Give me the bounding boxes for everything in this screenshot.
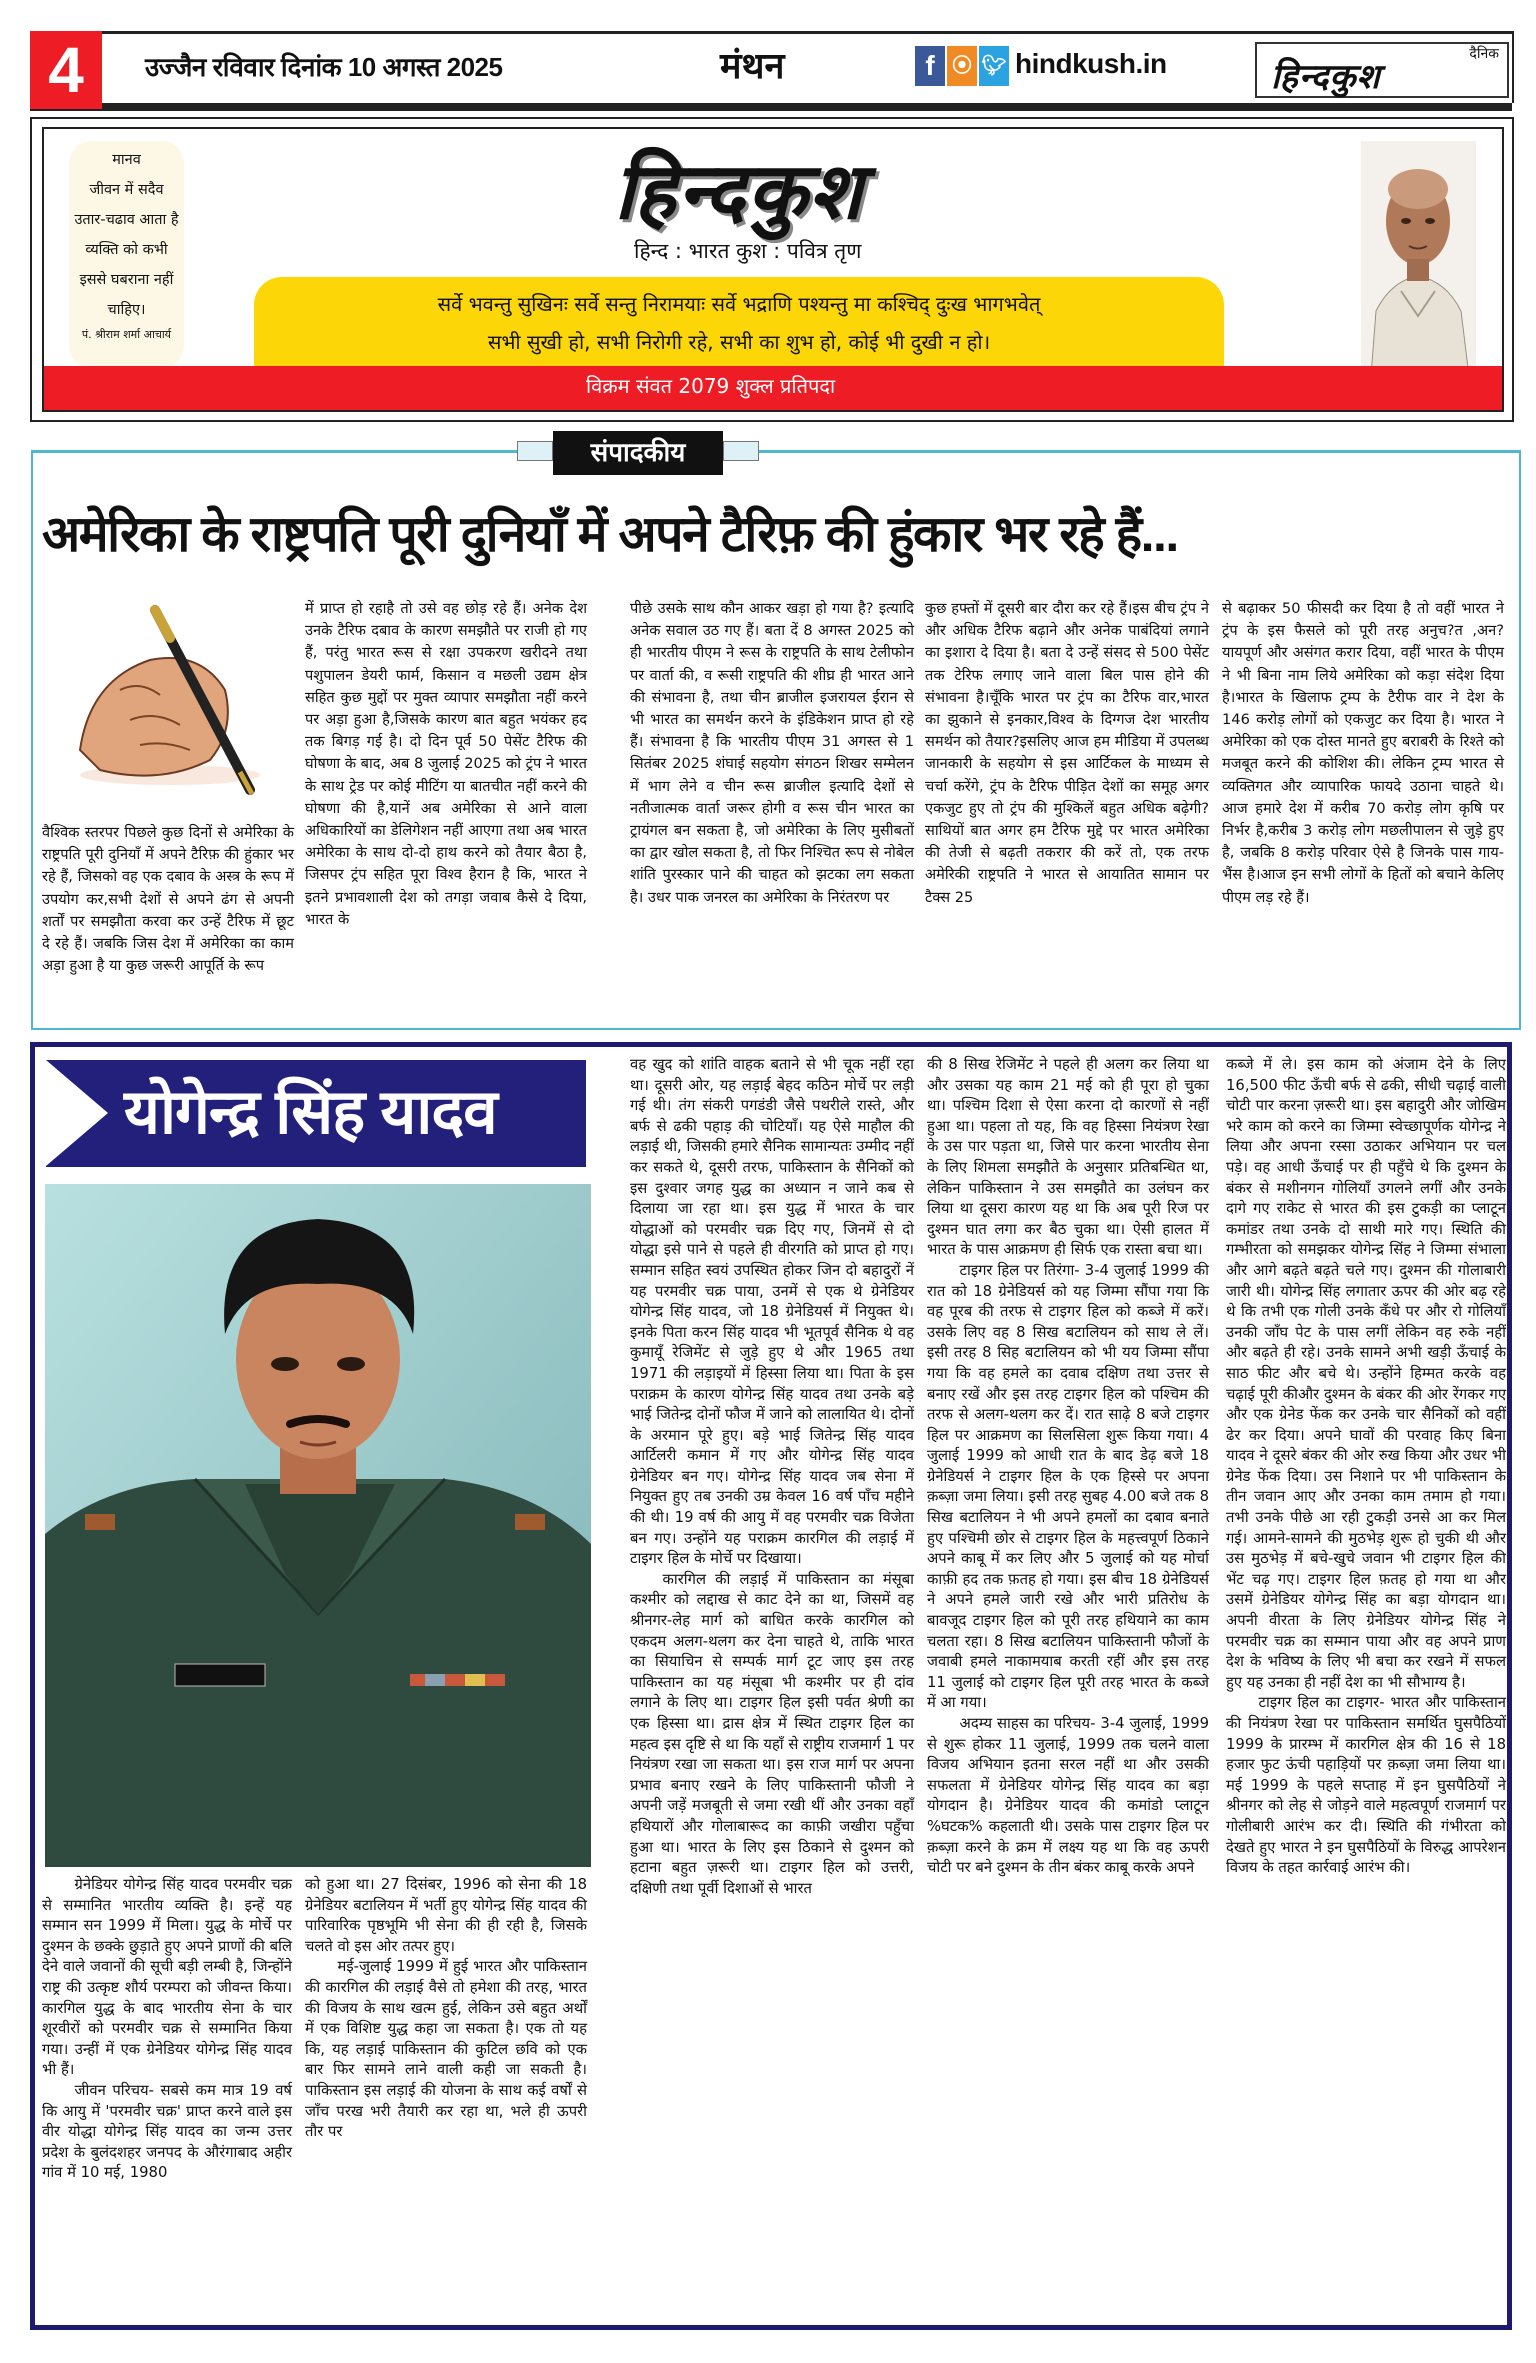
quote-line: उतार-चढाव आता है — [74, 212, 179, 228]
soldier-portrait — [45, 1184, 591, 1867]
quote-line: व्यक्ति को कभी — [85, 242, 168, 258]
pen-icon — [60, 600, 280, 800]
feature-paragraph: ग्रेनेडियर योगेन्द्र सिंह यादव परमवीर चक्र से सम्मानित भारतीय व्यक्ति है। इन्हें यह सम्मान सन 1999 में मिला। युद्ध के मोर्चे पर दुश्मन के छक्के छुड़ाते हुए अपने प्राणों की बलि देने वाले जवानों की सूची बड़ी लम्बी है, जिन्होंने राष्ट्र की उत्कृष्ट शौर्य परम्परा को जीवन्त किया। कारगिल युद्ध के बाद भारतीय सेना के चार शूरवीरों को परमवीर चक्र से सम्मानित किया गया। उन्हीं में एक ग्रेनेडियर योगेन्द्र सिंह यादव भी हैं। — [42, 1876, 292, 2079]
motto-hindi: सभी सुखी हो, सभी निरोगी रहे, सभी का शुभ हो, कोई भी दुखी न हो। — [487, 330, 991, 354]
writing-hand-illustration — [60, 600, 280, 800]
quote-author: पं. श्रीराम शर्मा आचार्य — [81, 328, 172, 341]
samvat-text: विक्रम संवत 2079 शुक्ल प्रतिपदा — [586, 374, 836, 398]
quote-line: चाहिए। — [107, 302, 146, 318]
masthead — [30, 117, 1514, 422]
mini-logo-name: हिन्दकुश — [1271, 57, 1381, 97]
feature-title: योगेन्द्र सिंह यादव — [124, 1078, 497, 1147]
mini-logo-daily: दैनिक — [1469, 46, 1499, 62]
editorial-column-2: में प्राप्त हो रहाहै तो उसे वह छोड़ रहे हैं। अनेक देश उनके टैरिफ दबाव के कारण समझौते पर राजी हो गए हैं, परंतु भारत रूस से रक्षा उपकरण खरीदने तथा पशुपालन डेयरी फार्म, किसान व मछली उद्यम क्षेत्र सहित कुछ मुद्दों पर मुक्त व्यापार समझौता नहीं करने पर अड़ा हुआ है,जिसके कारण बात बहुत भयंकर हद तक बिगड़ गई है। दो दिन पूर्व 50 पेसेंट टैरिफ की घोषणा के बाद, अब 8 जुलाई 2025 को ट्रंप ने भारत के साथ ट्रेड पर कोई मीटिंग या बातचीत नहीं करने की घोषणा की है,यानें अब अमेरिका से आने वाला अधिकारियों का डेलिगेशन नहीं आएगा तथा अब भारत अमेरिका के साथ दो-दो हाथ करने को तैयार बैठा है, जिसपर ट्रंप सहित पूरा विश्व हैरान है कि, भारत ने इतने प्रभावशाली देश को तगड़ा जवाब कैसे दे दिया, भारत के — [305, 600, 587, 928]
feature-paragraph: कारगिल की लड़ाई में पाकिस्तान का मंसूबा कश्मीर को लद्दाख से काट देने का था, जिसमें वह श्रीनगर-लेह मार्ग को बाधित करके कारगिल को एकदम अलग-थलग कर देना चाहते थे, ताकि भारत का सियाचिन से सम्पर्क मार्ग टूट जाए इस तरह पाकिस्तान का यह मंसूबा भी कश्मीर पर ही दांव लगाने के लिए था। टाइगर हिल इसी पर्वत श्रेणी का एक हिस्सा था। द्रास क्षेत्र में स्थित टाइगर हिल का महत्व इस दृष्टि से था कि यहाँ से राष्ट्रीय राजमार्ग 1 पर नियंत्रण रखा जा सकता था। इस राज मार्ग पर अपना प्रभाव बनाए रखने के लिए पाकिस्तानी फौजी ने अपनी जड़ें मजबूती से जमा रखी थीं और उनका वहाँ हथियारों और गोलाबारूद का काफ़ी जखीरा पहुँचा हुआ था। भारत के लिए इस ठिकाने से दुश्मन को हटाना बहुत ज़रूरी था। टाइगर हिल को उत्तरी, दक्षिणी तथा पूर्वी दिशाओं से भारत — [630, 1570, 914, 1897]
feature-paragraph: वह खुद को शांति वाहक बताने से भी चूक नहीं रहा था। दूसरी ओर, यह लड़ाई बेहद कठिन मोर्चे पर लड़ी गई थी। तंग संकरी पगडंडी जैसे पथरीले रास्ते, और बर्फ से ढकी पहाड़ की चोटियाँ। यह ऐसे माहौल की लड़ाई थी, जिसकी हमारे सैनिक सामान्यतः उम्मीद नहीं कर सकते थे, दूसरी तरफ, पाकिस्तान के सैनिकों को इस दुश्वार जगह युद्ध का अध्यान न जाने कब से दिलाया जा रहा था। इस युद्ध में भारत के चार योद्धाओं को परमवीर चक्र दिए गए, जिनमें से दो योद्धा इसे पाने से पहले ही वीरगति को प्राप्त हो गए। सम्मान सहित स्वयं उपस्थित होकर जिन दो बहादुरों नें यह परमवीर चक्र पाया, उनमें से एक थे ग्रेनेडियर योगेन्द्र सिंह यादव, जो 18 ग्रेनेडियर्स में नियुक्त थे। इनके पिता करन सिंह यादव भी भूतपूर्व सैनिक थे वह कुमायूँ रेजिमेंट से जुड़े हुए थे और 1965 तथा 1971 की लड़ाइयों में हिस्सा लिया था। पिता के इस पराक्रम के कारण योगेन्द्र सिंह यादव तथा उनके बड़े भाई जितेन्द्र दोनों फौज में जाने को लालायित थे। दोनों के अरमान पूरे हुए। बड़े भाई जितेन्द्र सिंह यादव आर्टिलरी कमान में गए और योगेन्द्र सिंह यादव ग्रेनेडियर बन गए। योगेन्द्र सिंह यादव जब सेना में नियुक्त हुए तब उनकी उम्र केवल 16 वर्ष पाँच महीने की थी। 19 वर्ष की आयु में वह परमवीर चक्र विजेता बन गए। उन्होंने यह पराक्रम कारगिल की लड़ाई में टाइगर हिल के मोर्चे पर दिखाया। — [630, 1056, 914, 1568]
quote-line: इससे घबराना नहीं — [79, 272, 174, 288]
website-link[interactable]: hindkush.in — [1015, 48, 1167, 79]
newspaper-logo: हिन्दकुश — [614, 147, 865, 237]
feature-title-banner — [46, 1060, 586, 1167]
mini-logo — [1255, 42, 1509, 98]
samvat-band — [44, 366, 1502, 410]
rss-icon[interactable]: ⦿ — [947, 46, 977, 86]
section-name: मंथन — [720, 46, 785, 87]
editorial-headline: अमेरिका के राष्ट्रपति पूरी दुनियाँ में अपने टैरिफ़ की हुंकार भर रहे हैं... — [42, 506, 1178, 562]
feature-column-5 — [1226, 1055, 1506, 1879]
soldier-portrait-image — [45, 1184, 591, 1867]
editorial-tag-wing-left — [517, 441, 553, 461]
feature-column-4 — [927, 1055, 1209, 1879]
twitter-icon[interactable]: 🐦︎ — [979, 46, 1009, 86]
editorial-column-1: वैश्विक स्तरपर पिछले कुछ दिनों से अमेरिका के राष्ट्रपति पूरी दुनियाँ में अपने टैरिफ़ की हुंकार भर रहे हैं, जिसको वह एक दबाव के अस्त्र के रूप में उपयोग कर,सभी देशों से अपने ढंग से अपनी शर्तों पर समझौता करवा कर उन्हें टैरिफ में छूट दे रहे हैं। जबकि जिस देश में अमेरिका का काम अड़ा हुआ है या कुछ जरूरी आपूर्ति के रूप — [42, 824, 294, 975]
feature-paragraph: टाइगर हिल पर तिरंगा- 3-4 जुलाई 1999 की रात को 18 ग्रेनेडियर्स को यह जिम्मा सौंपा गया कि वह पूरब की तरफ से टाइगर हिल को कब्जे में करें। उसके लिए वह 8 सिख बटालियन को साथ ले लें। इसी तरह 8 सिह बटालियन को भी यय जिम्मा सौंपा गया कि वह हमले का दवाब दक्षिण तथा उत्तर से बनाए रखें और इस तरह टाइगर हिल को पश्चिम की तरफ से अलग-थलग कर दें। रात साढ़े 8 बजे टाइगर हिल पर आक्रमण का सिलसिला शुरू किया गया। 4 जुलाई 1999 को आधी रात के बाद डेढ़ बजे 18 ग्रेनेडियर्स ने टाइगर हिल के एक हिस्से पर अपना क़ब्ज़ा जमा लिया। इसी तरह सुबह 4.00 बजे तक 8 सिख बटालियन ने भी अपने हमलों का दबाव बनाते हुए पश्चिमी छोर से टाइगर हिल के महत्त्वपूर्ण ठिकाने अपने काबू में कर लिए और 5 जुलाई को यह मोर्चा काफ़ी हद तक फ़तह हो गया। इस बीच 18 ग्रेनेडियर्स ने अपने हमले जारी रखे और भारी प्रतिरोध के बावजूद टाइगर हिल को पूरी तरह हथियाने का काम चलता रहा। 8 सिख बटालियन पाकिस्तानी फौजों के जवाबी हमले नाकामयाब करती रहीं और इस तरह 11 जुलाई को टाइगर हिल पूरी तरह भारत के कब्जे में आ गया। — [927, 1261, 1209, 1712]
feature-paragraph: को हुआ था। 27 दिसंबर, 1996 को सेना की 18 ग्रेनेडियर बटालियन में भर्ती हुए योगेन्द्र सिंह यादव की पारिवारिक पृष्ठभूमि भी सेना की ही रही है, जिसके चलते वो इस ओर तत्पर हुए। — [305, 1876, 587, 1955]
editorial-column-4: कुछ हफ्तों में दूसरी बार दौरा कर रहे हैं।इस बीच ट्रंप ने और अधिक टैरिफ बढ़ाने और अनेक पाबंदियां लगाने का इशारा दे दिया है। बता दे उन्हें संसद से 500 पेसेंट तक टेरिफ लगाए जाने वाला बिल पास होने की संभावना है।चूँकि भारत पर ट्रंप का टैरिफ वार,भारत का झुकाने से इनकार,विश्व के दिग्गज देश भारतीय समर्थन को तैयार?इसलिए आज हम मीडिया में उपलब्ध जानकारी के सहयोग से इस आर्टिकल के माध्यम से चर्चा करेंगे, ट्रंप के टैरिफ पीड़ित देशों का समूह अगर एकजुट हुए तो ट्रंप की मुश्किलें बहुत अधिक बढ़ेगी? साथियों बात अगर हम टैरिफ मुद्दे पर भारत अमेरिका की तेजी से बढ़ती तकरार की करें तो, एक तरफ अमेरिकी राष्ट्रपति ने भारत से आयातित सामान पर टैक्स 25 — [925, 600, 1209, 906]
editorial-tag-wing-right — [723, 441, 759, 461]
facebook-icon[interactable]: f — [915, 46, 945, 86]
feature-paragraph: की 8 सिख रेजिमेंट ने पहले ही अलग कर लिया था और उसका यह काम 21 मई को ही पूरा हो चुका था। पश्चिम दिशा से ऐसा करना दो कारणों से नहीं हुआ था। पहला तो यह, कि वह हिस्सा नियंत्रण रेखा के उस पार पड़ता था, जिसे पार करना भारतीय सेना के लिए शिमला समझौते के अनुसार प्रतिबन्धित था, लेकिन पाकिस्तान ने उस समझौते का उलंघन कर लिया था दूसरा कारण यह था कि अब पूरी रिज पर दुश्मन घात लगा कर बैठ चुका था। ऐसी हालत में भारत के पास आक्रमण ही सिर्फ एक रास्ता बचा था। — [927, 1056, 1209, 1259]
play-arrow-icon — [46, 1060, 108, 1166]
editorial-column-5: से बढ़ाकर 50 फीसदी कर दिया है तो वहीं भारत ने ट्रंप के इस फैसले को पूरी तरह अनुच?त ,अन?यायपूर्ण और असंगत करार दिया, वहीं भारत के पीएम ने भी बिना नाम लिये अमेरिका को कड़ा संदेश दिया है।भारत के खिलाफ ट्रम्प के टैरीफ वार ने देश के 146 करोड़ लोगों को एकजुट कर दिया है। भारत ने अमेरिका को एक दोस्त मानते हुए बराबरी के रिश्ते को मजबूत करने की कोशिश की। लेकिन ट्रम्प भारत से व्यक्तिगत और व्यापारिक फायदे उठाना चाहते थे। आज हमारे देश में करीब 70 करोड़ लोग कृषि पर निर्भर है,करीब 3 करोड़ लोग मछलीपालन से जुड़े हुए है, जबकि 8 करोड़ परिवार ऐसे है जिनके पास गाय-भैंस है।आज इन सभी लोगों के हितों को बचाने केलिए पीएम लड़ रहे हैं। — [1222, 600, 1504, 906]
feature-paragraph: जीवन परिचय- सबसे कम मात्र 19 वर्ष कि आयु में 'परमवीर चक्र' प्राप्त करने वाले इस वीर योद्धा योगेन्द्र सिंह यादव का जन्म उत्तर प्रदेश के बुलंदशहर जनपद के औरंगाबाद अहीर गांव में 10 मई, 1980 — [42, 2081, 292, 2182]
founder-portrait-image — [1361, 141, 1476, 376]
editorial-tag: संपादकीय — [553, 431, 723, 475]
feature-paragraph: कब्जे में ले। इस काम को अंजाम देने के लिए 16,500 फीट ऊँची बर्फ से ढकी, सीधी चढ़ाई वाली चोटी पार करना ज़रूरी था। इस बहादुरी और जोखिम भरे काम को करने का जिम्मा स्वेच्छापूर्णक योगेन्द्र ने लिया और अपना रस्सा उठाकर अभियान पर चल पड़े। वह आधी ऊँचाई पर ही पहुँचे थे कि दुश्मन के बंकर से मशीनगन गोलियाँ उगलने लगीं और उनके दागे गए राकेट से भारत की इस टुकड़ी का प्लाटून कमांडर तथा उनके दो साथी मारे गए। स्थिति की गम्भीरता को समझकर योगेन्द्र सिंह ने जिम्मा संभाला और आगे बढ़ते बढ़ते चले गए। दुश्मन की गोलाबारी जारी थी। योगेन्द्र सिंह लगातार ऊपर की ओर बढ़ रहे थे कि तभी एक गोली उनके कँधे पर और रो गोलियाँ उनकी जाँघ पेट के पास लगीं लेकिन वह रुके नहीं और बढ़ते ही रहे। उनके सामने अभी खड़ी ऊँचाई के साठ फीट और बचे थे। उन्होंने हिम्मत करके वह चढ़ाई पूरी कीऔर दुश्मन के बंकर की ओर रेंगकर गए और एक ग्रेनेड फेंक कर उनके चार सैनिकों को वहीं ढेर कर दिया। अपने घावों की परवाह किए बिना यादव ने दूसरे बंकर की ओर रुख किया और उधर भी ग्रेनेड फेंक दिया। उस निशाने पर भी पाकिस्तान के तीन जवान आए और उनका काम तमाम हो गया। तभी उनके पीछे आ रही टुकड़ी उनसे आ कर मिल गई। आमने-सामने की मुठभेड़ शुरू हो चुकी थी और उस मुठभेड़ में बचे-खुचे जवान भी टाइगर हिल की भेंट चढ़ गए। टाइगर हिल फ़तह हो गया था और उसमें ग्रेनेडियर योगेन्द्र सिंह का बड़ा योगदान था। अपनी वीरता के लिए ग्रेनेडियर योगेन्द्र सिंह ने परमवीर चक्र का सम्मान पाया और वह अपने प्राण देश के भविष्य के लिए भी बचा कर रखने में सफल हुए यह उनका ही नहीं देश का भी सौभाग्य है। — [1226, 1056, 1506, 1691]
social-icons — [915, 46, 1009, 86]
header-underline — [30, 103, 1512, 111]
masthead-inner-frame — [42, 127, 1504, 412]
editorial-column-3: पीछे उसके साथ कौन आकर खड़ा हो गया है? इत्यादि अनेक सवाल उठ गए हैं। बता दें 8 अगस्त 2025 को ही भारतीय पीएम ने रूस के राष्ट्रपति के साथ टेलीफोन पर वार्ता की, व रूसी राष्ट्रपति की शीघ्र ही भारत आने की संभावना है, तथा चीन ब्राजील इजरायल ईरान से भी भारत का समर्थन करने के इंडिकेशन प्राप्त हो रहे हैं। संभावना है कि भारतीय पीएम 31 अगस्त से 1 सितंबर 2025 शंघाई सहयोग संगठन शिखर सम्मेलन में भाग लेने व चीन रूस ब्राजील इत्यादि देशों से नतीजात्मक वार्ता जरूर होगी व रूस चीन भारत का ट्रायंगल बन सकता है, जो अमेरिका के लिए मुसीबतों का द्वार खोल सकता है, तो फिर निश्चित रूप से नोबेल शांति पुरस्कार पाने की चाहत को झटका लग सकता है। उधर पाक जनरल का अमेरिका के निरंतरण पर — [630, 600, 914, 906]
motto-banner — [254, 277, 1224, 375]
motto-sanskrit: सर्वे भवन्तु सुखिनः सर्वे सन्तु निरामयाः सर्वे भद्राणि पश्यन्तु मा कश्चिद् दुःख भागभवेत् — [437, 292, 1041, 316]
founder-portrait — [1361, 141, 1476, 376]
feature-column-3 — [630, 1055, 914, 1899]
feature-paragraph: अदम्य साहस का परिचय- 3-4 जुलाई, 1999 से शुरू होकर 11 जुलाई, 1999 तक चलने वाला विजय अभियान इतना सरल नहीं था और उसकी सफलता में ग्रेनेडियर योगेन्द्र सिंह यादव का बड़ा योगदान है। ग्रेनेडियर यादव की कमांडो प्लाटून %घटक% कहलाती थी। उसके पास टाइगर हिल पर क़ब्ज़ा करने के क्रम में लक्ष्य यह था कि वह ऊपरी चोटी पर बने दुश्मन के तीन बंकर काबू करके अपने — [927, 1715, 1209, 1877]
quote-line: जीवन में सदैव — [89, 182, 164, 198]
feature-paragraph: टाइगर हिल का टाइगर- भारत और पाकिस्तान की नियंत्रण रेखा पर पाकिस्तान समर्थित घुसपैठियों 1999 के प्रारम्भ में कारगिल क्षेत्र की 16 से 18 हजार फुट ऊंची पहाड़ियों पर क़ब्ज़ा जमा लिया था। मई 1999 के पहले सप्ताह में इन घुसपैठियों ने श्रीनगर को लेह से जोड़ने वाले महत्वपूर्ण राजमार्ग पर गोलीबारी आरंभ कर दी। स्थिति की गंभीरता को देखते हुए भारत ने इन घुसपैठियों के विरुद्ध आपरेशन विजय के तहत कार्रवाई आरंभ की। — [1226, 1694, 1506, 1877]
page-number: 4 — [30, 31, 102, 109]
feature-column-2 — [305, 1875, 587, 2143]
logo-meaning: हिन्द : भारत कुश : पवित्र तृण — [634, 239, 862, 263]
page-header-strip — [30, 31, 1514, 106]
thought-quote-box — [69, 141, 184, 368]
feature-column-1 — [42, 1875, 292, 2184]
dateline: उज्जैन रविवार दिनांक 10 अगस्त 2025 — [145, 52, 503, 82]
quote-line: मानव — [112, 152, 141, 168]
feature-paragraph: मई-जुलाई 1999 में हुई भारत और पाकिस्तान की कारगिल की लड़ाई वैसे तो हमेशा की तरह, भारत की विजय के साथ खत्म हुई, लेकिन उसे बहुत अर्थों में एक विशिष्ट युद्ध कहा जा सकता है। एक तो यह कि, यह लड़ाई पाकिस्तान की कुटिल छवि को एक बार फिर सामने लाने वाली कही जा सकती है। पाकिस्तान इस लड़ाई की योजना के साथ कई वर्षों से जाँच परख भरी तैयारी कर रहा था, भले ही ऊपरी तौर पर — [305, 1958, 587, 2141]
